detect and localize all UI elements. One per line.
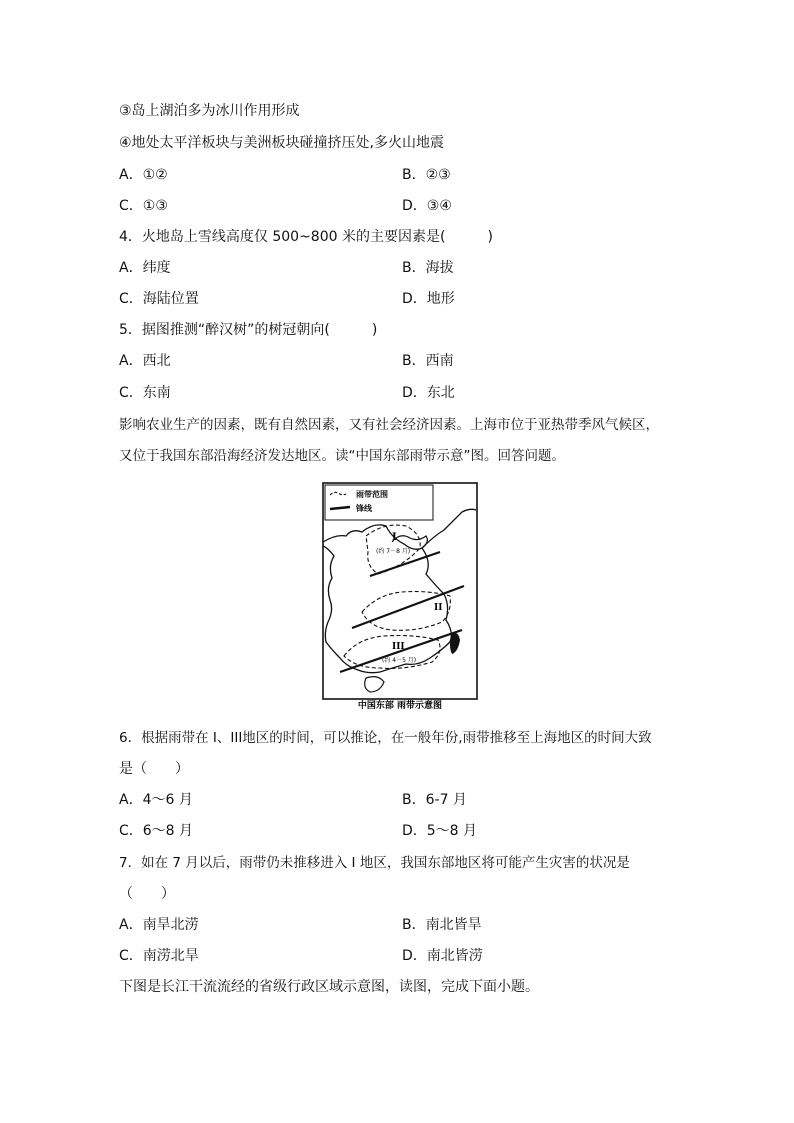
figure-caption: 中国东部 雨带示意图 <box>357 701 443 710</box>
q5-option-d: D．东北 <box>402 385 455 401</box>
q7-stem-line-1: 7．如在 7 月以后，雨带仍未推移进入 I 地区，我国东部地区将可能产生灾害的状况是 <box>119 855 630 871</box>
q4-option-c: C．海陆位置 <box>119 291 199 307</box>
q5-stem: 5．据图推测“醉汉树”的树冠朝向( ) <box>119 322 378 338</box>
rain-belt-map <box>322 482 478 710</box>
label-region-1: I <box>392 532 397 543</box>
q6-option-d: D．5～8 月 <box>402 823 478 839</box>
intro-line-2: 又位于我国东部沿海经济发达地区。读“中国东部雨带示意”图。回答问题。 <box>119 448 565 464</box>
q7-stem-line-2: （ ） <box>119 886 175 902</box>
legend-front-label: 锋线 <box>356 504 372 513</box>
q5-option-c: C．东南 <box>119 385 171 401</box>
label-region-2: II <box>434 603 443 613</box>
q3-item-4: ④地处太平洋板块与美洲板块碰撞挤压处,多火山地震 <box>119 135 444 151</box>
q3-option-d: D．③④ <box>402 198 452 214</box>
q7-option-c: C．南涝北旱 <box>119 948 199 964</box>
label-region-3-period: (约 4－5 月) <box>382 657 417 664</box>
q6-option-c: C．6～8 月 <box>119 823 194 839</box>
q6-stem-line-2: 是（ ） <box>119 761 189 777</box>
outro-text: 下图是长江干流流经的省级行政区域示意图，读图，完成下面小题。 <box>119 979 539 995</box>
legend-rain-label: 雨带范围 <box>356 490 388 499</box>
q5-option-b: B．西南 <box>402 353 454 369</box>
label-region-3: III <box>392 642 405 652</box>
q7-option-d: D．南北皆涝 <box>402 948 483 964</box>
q6-stem-line-1: 6．根据雨带在 I、III地区的时间，可以推论，在一般年份,雨带推移至上海地区的时间大致 <box>119 730 652 746</box>
intro-line-1: 影响农业生产的因素，既有自然因素，又有社会经济因素。上海市位于亚热带季风气候区， <box>119 417 659 433</box>
q6-option-a: A．4～6 月 <box>119 792 193 808</box>
q6-option-b: B．6-7 月 <box>402 792 467 808</box>
q3-item-3: ③岛上湖泊多为冰川作用形成 <box>119 103 300 119</box>
q3-option-b: B．②③ <box>402 167 451 183</box>
q5-option-a: A．西北 <box>119 353 171 369</box>
q7-option-b: B．南北皆旱 <box>402 917 482 933</box>
q4-stem: 4．火地岛上雪线高度仅 500~800 米的主要因素是( ) <box>119 229 493 245</box>
q4-option-a: A．纬度 <box>119 260 171 276</box>
q7-option-a: A．南旱北涝 <box>119 917 199 933</box>
label-region-1-period: (约 7－8 月) <box>376 548 411 555</box>
q3-option-c: C．①③ <box>119 198 168 214</box>
q4-option-b: B．海拔 <box>402 260 454 276</box>
q4-option-d: D．地形 <box>402 291 455 307</box>
q3-option-a: A．①② <box>119 167 168 183</box>
